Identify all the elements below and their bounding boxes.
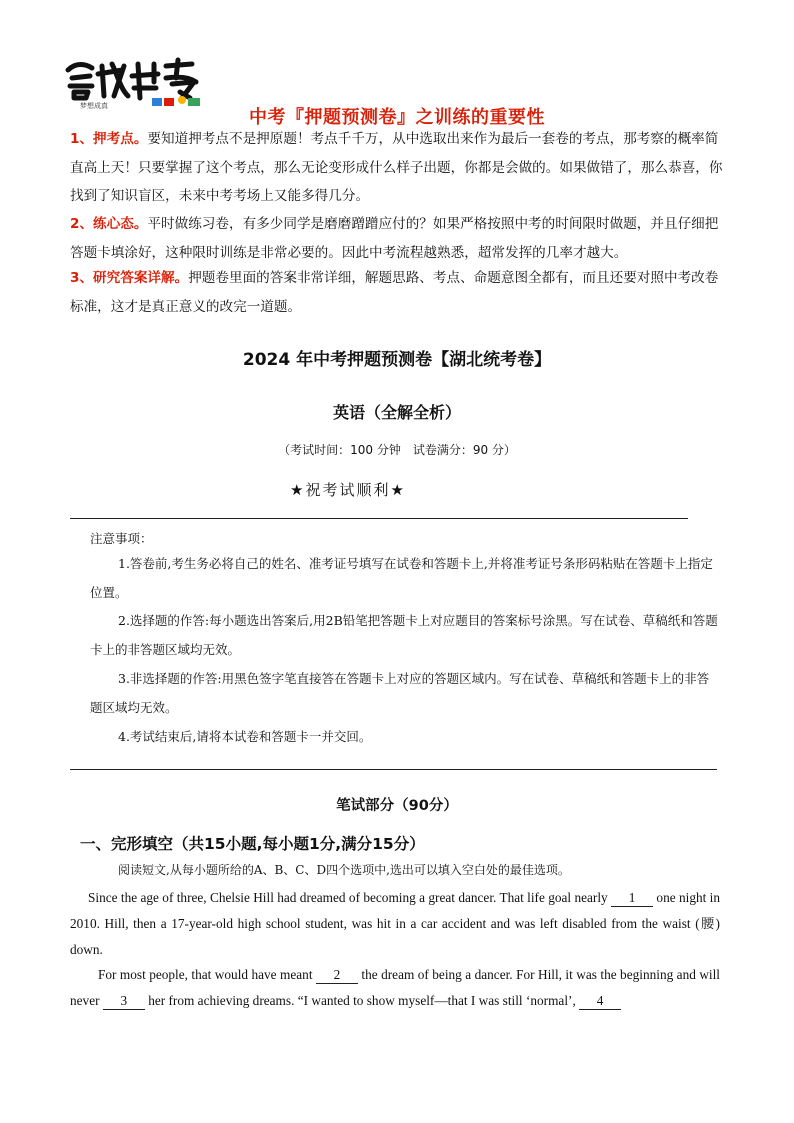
- passage-p2-part-a: For most people, that would have meant: [98, 967, 313, 982]
- intro-point-3-lead: 3、研究答案详解。: [70, 270, 189, 286]
- exam-subject: 英语（全解全析）: [332, 403, 461, 422]
- notice-item-2-text: 2.选择题的作答:每小题选出答案后,用2B铅笔把答题卡上对应题目的答案标号涂黑。写在试卷、草稿纸和答题卡上的非答题区域均无效。: [90, 613, 718, 657]
- intro-point-3-text: 押题卷里面的答案非常详细，解题思路、考点、命题意图全都有，而且还要对照中考改卷标准，这才是真正意义的改完一道题。: [70, 270, 719, 315]
- exam-wish: ★祝考试顺利★: [290, 481, 406, 499]
- exam-title: 2024 年中考押题预测卷【湖北统考卷】: [242, 350, 552, 370]
- divider-top: [70, 518, 688, 519]
- intro-point-1-text: 要知道押考点不是押原题！考点千千万，从中选取出来作为最后一套卷的考点，那考察的概率简直高上天！只要掌握了这个考点，那么无论变形成什么样子出题，你都是会做的。如果做错了，那么恭喜，你找到了知识盲区，未来中考考场上又能多得几分。: [70, 131, 723, 204]
- logo-slogan: 梦想成真: [80, 102, 108, 110]
- notice-item-3: [90, 665, 720, 722]
- banner-title: 中考『押题预测卷』之训练的重要性: [249, 107, 545, 128]
- notice-item-4-text: 4.考试结束后,请将本试卷和答题卡一并交回。: [118, 729, 372, 744]
- notice-item-2: [90, 607, 720, 664]
- notice-item-1-text: 1.答卷前,考生务必将自己的姓名、准考证号填写在试卷和答题卡上,并将准考证号条形码粘贴在答题卡上指定位置。: [90, 556, 713, 600]
- passage-p1-part-b: one night in 2010. Hill, then a 17-year-old high school student, was hit in a car accident and was left disabled from the waist (腰) down.: [70, 890, 721, 957]
- notice-item-4: [90, 723, 720, 752]
- notice-item-3-text: 3.非选择题的作答:用黑色签字笔直接答在答题卡上对应的答题区域内。写在试卷、草稿纸和答题卡上的非答题区域均无效。: [90, 671, 710, 715]
- brand-logo: [62, 52, 212, 110]
- passage-p2-part-b: the dream of being a dancer. For Hill, it was the beginning and will never: [70, 967, 721, 1008]
- blank-3: 3: [103, 993, 145, 1010]
- intro-point-1: [70, 125, 726, 211]
- passage-p2-part-c: her from achieving dreams. “I wanted to show myself—that I was still ‘normal’,: [148, 993, 576, 1008]
- intro-point-2: [70, 210, 726, 267]
- blank-4: 4: [579, 993, 621, 1010]
- passage-paragraph-2: [70, 962, 720, 1014]
- notice-heading: 注意事项：: [90, 531, 153, 546]
- exam-info: （考试时间：100 分钟 试卷满分：90 分）: [278, 443, 516, 457]
- divider-bottom: [70, 769, 717, 770]
- logo-graphic: [62, 52, 212, 110]
- intro-point-1-lead: 1、押考点。: [70, 131, 148, 147]
- part-title: 一、完形填空（共15小题,每小题1分,满分15分）: [80, 835, 425, 853]
- section-heading: 笔试部分（90分）: [336, 798, 458, 814]
- notice-item-1: [90, 550, 720, 607]
- intro-point-2-text: 平时做练习卷，有多少同学是磨磨蹭蹭应付的？如果严格按照中考的时间限时做题，并且仔细把答题卡填涂好，这种限时训练是非常必要的。因此中考流程越熟悉，超常发挥的几率才越大。: [70, 216, 719, 261]
- part-instruction: 阅读短文,从每小题所给的A、B、C、D四个选项中,选出可以填入空白处的最佳选项。: [118, 863, 570, 877]
- blank-1: 1: [611, 890, 653, 907]
- intro-point-2-lead: 2、练心态。: [70, 216, 148, 232]
- blank-2: 2: [316, 967, 358, 984]
- intro-point-3: [70, 264, 726, 321]
- passage-p1-part-a: Since the age of three, Chelsie Hill had dreamed of becoming a great dancer. That life goal nearly: [88, 890, 608, 905]
- passage-paragraph-1: [70, 885, 720, 963]
